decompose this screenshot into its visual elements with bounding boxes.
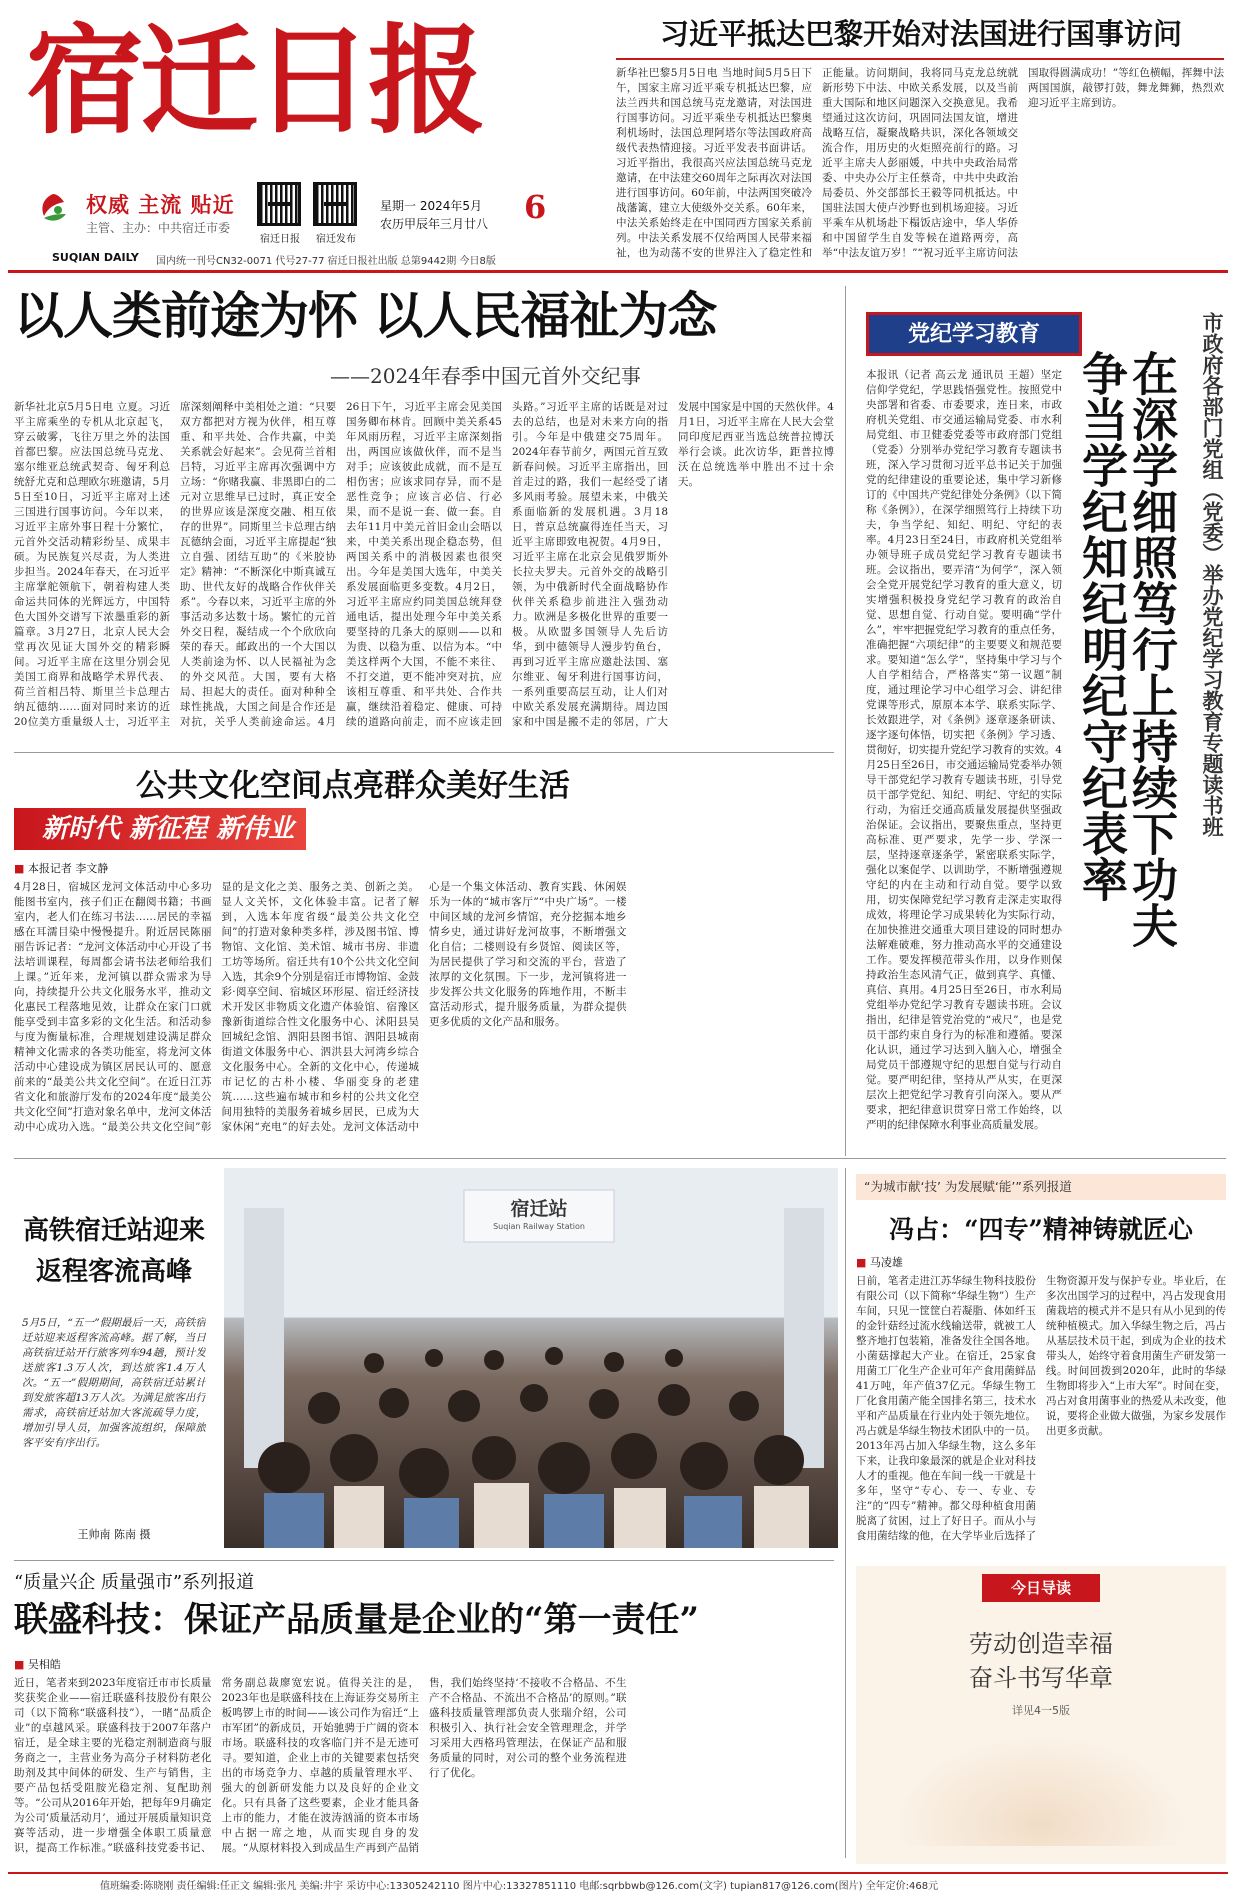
qr-code-2 <box>313 182 357 226</box>
byline-marker-icon: ■ <box>14 1658 25 1671</box>
craftsman-headline: 冯占：“四专”精神铸就匠心 <box>889 1215 1193 1244</box>
craftsman-series <box>856 1174 1226 1200</box>
culture-byline-text: 本报记者 李文静 <box>27 862 109 875</box>
station-crowd-photo <box>224 1168 838 1548</box>
top-story-rule <box>616 58 1224 60</box>
sponsor: 主管、主办：中共宿迁市委 <box>86 221 231 235</box>
today-tag-label: 今日导读 <box>1010 1579 1071 1597</box>
lead-body: 新华社北京5月5日电 立夏。习近平主席乘坐的专机从北京起飞，穿云破雾，飞往万里之外的法国首都巴黎。应法国总统马克龙、塞尔维亚总统武契奇、匈牙利总统舒尤克和总理欧尔班邀请，5月5日至10日，习近平主席对上述三国进行国事访问。今年以来，习近平主席外事日程十分繁忙，元首外交活动精彩纷呈、成果丰硕。为民族复兴尽责，为人类进步担当。2024年春天，在习近平主席掌舵领航下，朝着构建人类命运共同体的光辉远方，中国特色大国外交谱写下浓墨重彩的新篇章。3月27日，北京人民大会堂再次见证大国外交的精彩瞬间。习近平主席在这里分别会见美国工商界和战略学术界代表、荷兰首相吕特、斯里兰卡总理古纳瓦德纳……面对同时来访的近20位美方重量级人士，习近平主席深刻阐释中美相处之道：“只要双方都把对方视为伙伴，相互尊重、和平共处、合作共赢，中美关系就会好起来”。会见荷兰首相吕特，习近平主席再次强调中方立场：“你赌我赢、非黑即白的二元对立思维早已过时，真正安全的世界应该是深度交融、相互依存的世界”。同斯里兰卡总理古纳瓦德纳会面，习近平主席提起“独立自强、团结互助”的《米胶协定》精神：“不断深化中斯真诚互助、世代友好的战略合作伙伴关系”。今春以来，习近平主席的外事活动多达数十场。繁忙的元首外交日程，凝结成一个个欣欣向荣的春天。邮政出的一个大国以人类前途为怀、以人民福祉为念的外交风范。大国，要有大格局、担起大的责任。面对种种全球性挑战，大国之间是合作还是对抗，关乎人类前途命运。4月26日下午，习近平主席会见美国国务卿布林肯。回顾中美关系45年风雨历程，习近平主席深刻指出，两国应该做伙伴，而不是当对手；应该彼此成就，而不是互相伤害；应该求同存异，而不是恶性竞争；应该言必信、行必果，而不是说一套、做一套。自去年11月中美元首旧金山会晤以来，中美关系出现企稳态势，但两国关系中的消极因素也很突出。今年是美国大选年，中美关系发展面临更多变数。4月2日，习近平主席应约同美国总统拜登通电话，提出处理今年中美关系要坚持的几条大的原则——以和为贵、以稳为重、以信为本。“中美这样两个大国，不能不来往、不打交道，更不能冲突对抗，应该相互尊重、和平共处、合作共赢，继续沿着稳定、健康、可持续的道路向前走，而不应该走回头路。”习近平主席的话既是对过去的总结，也是对未来方向的指引。今年是中俄建交75周年。2024年春节前夕，两国元首互致新春问候。习近平主席指出，回首走过的路，我们一起经受了诸多风雨考验。展望未来，中俄关系面临新的发展机遇。3月18日，普京总统赢得连任当天，习近平主席即致电祝贺。4月9日，习近平主席在北京会见俄罗斯外长拉夫罗夫。元首外交的战略引领，为中俄新时代全面战略协作伙伴关系稳步前进注入强劲动力。欧洲是多极化世界的重要一极。从欧盟多国领导人先后访华，到中德领导人漫步钓鱼台，再到习近平主席应邀赴法国、塞尔维亚、匈牙利进行国事访问，一系列重要高层互动，让人们对中欧关系发展充满期待。周边国家和中国是搬不走的邻居，广大发展中国家是中国的天然伙伴。4月1日，习近平主席在人民大会堂同印度尼西亚当选总统普拉博沃举行会谈。此次访华，距普拉博沃在总统选举中胜出不过十余天。 <box>14 401 834 728</box>
footer-rule <box>8 1872 1228 1874</box>
photo-caption: 5月5日，“五一”假期最后一天，高铁宿迁站迎来返程客流高峰。据了解，当日高铁宿迁站开行旅客列车94趟，预计发送旅客1.3万人次，到达旅客1.4万人次。“五一”假期期间，高铁宿迁站累计到发旅客超13万人次。为满足旅客出行需求，高铁宿迁站加大客流疏导力度，增加引导人员，加强客流组织，保障旅客平安有序出行。 <box>22 1317 206 1449</box>
photo-story-text-panel <box>14 1168 214 1548</box>
byline-marker-icon: ■ <box>14 862 25 875</box>
day-number: 6 <box>524 188 547 226</box>
today-line-1: 劳动创造幸福 <box>969 1630 1113 1658</box>
masthead-title: 宿迁日报 <box>26 11 483 150</box>
lead-headline: 以人类前途为怀 以人民福祉为念 <box>14 286 717 345</box>
publication-info: 国内统一刊号CN32-0071 代号27-77 宿迁日报社出版 总第9442期 今日8版 <box>156 256 496 267</box>
culture-headline: 公共文化空间点亮群众美好生活 <box>136 768 570 804</box>
qr-label-2: 宿迁发布 <box>316 234 356 245</box>
party-subtitle: 市政府各部门党组（党委）举办党纪学习教育专题读书班 <box>1200 312 1225 837</box>
qr-label-1: 宿迁日报 <box>260 234 300 245</box>
party-title-col1: 在深学细照笃行上持续下功夫 <box>1125 350 1179 948</box>
section-rule-2 <box>14 1158 1226 1159</box>
today-tag <box>982 1574 1100 1602</box>
today-see: 详见4一5版 <box>1012 1704 1070 1717</box>
craftsman-byline <box>856 1254 903 1270</box>
station-sign: 宿迁站 <box>510 1198 568 1220</box>
logo-icon <box>36 192 70 226</box>
party-title-col2: 争当学纪知纪明纪守纪表率 <box>1075 350 1129 902</box>
section-rule-3 <box>14 1560 834 1561</box>
culture-byline <box>14 860 108 876</box>
footer-info: 值班编委:陈晓刚 责任编辑:任正文 编辑:张凡 美编:井宇 采访中心:13305242110 图片中心:13327851110 电邮:sqrbbwb@126.com(文字) tupian817@126.com(图片) 全年定价:468元 <box>100 1881 939 1892</box>
culture-banner-label: 新时代 新征程 新伟业 <box>42 814 295 844</box>
lead-subhead: ——2024年春季中国元首外交纪事 <box>330 364 641 388</box>
date-line-2: 农历甲辰年三月廿八 <box>380 217 489 231</box>
quality-headline: 联盛科技：保证产品质量是企业的“第一责任” <box>14 1600 700 1640</box>
station-sign-english: Suqian Railway Station <box>493 1222 585 1231</box>
culture-banner <box>14 808 306 850</box>
photo-credit: 王帅南 陈南 摄 <box>77 1528 151 1541</box>
party-body: 本报讯（记者 高云龙 通讯员 王超）坚定信仰学党纪，学思践悟强党性。按照党中央部署和省委、市委要求，连日来，市政府机关党组、市交通运输局党委、市水利局党组、市卫健委党委等市政府部门党组（党委）分别举办党纪学习教育专题读书班，深入学习贯彻习近平总书记关于加强党的纪律建设的重要论述，集中学习新修订的《中国共产党纪律处分条例》（以下简称《条例》），在深学细照笃行上持续下功夫，争当学纪、知纪、明纪、守纪的表率。4月23日至24日，市政府机关党组举办领导班子成员党纪学习教育专题读书班。会议指出，要弄清“为何学”，深入领会全党开展党纪学习教育的重大意义，切实增强积极投身党纪学习教育的政治自觉、思想自觉、行动自觉。要明确“学什么”，牢牢把握党纪学习教育的重点任务，准确把握“六项纪律”的主要要义和规范要求。要知道“怎么学”，坚持集中学习与个人自学相结合，严格落实“第一议题”制度，通过理论学习中心组学习会、讲纪律党课等形式，原原本本学、联系实际学、长效跟进学，对《条例》逐章逐条研读、逐字逐句体悟，切实把《条例》学习透、贯彻好，切实提升党纪学习教育的实效。4月25日至26日，市交通运输局党委举办领导干部党纪学习教育专题读书班，引导党员干部学党纪、知纪、明纪、守纪的实际行动，为宿迁交通高质量发展提供坚强政治保证。会议指出，要聚焦重点，坚持更高标准、更严要求，先学一步、学深一层，坚持逐章逐条学，紧密联系实际学，强化以案促学、以训助学，不断增强遵规守纪的内在主动和行动自觉。要学以致用，切实保障党纪学习教育走深走实取得成效，将理论学习成果转化为实际行动，在加快推进交通重大项目建设的同时想办法解难破难，努力推动高水平的交通建设工作。要发挥模范带头作用，以身作则保持政治生态风清气正，做到真学、真懂、真信、真用。4月25日至26日，市水利局党组举办党纪学习教育专题读书班。会议指出，纪律是管党治党的“戒尺”，也是党员干部约束自身行为的标准和遵循。要深化认识，通过学习达到入脑入心，增强全局党员干部遵规守纪的思想自觉与行动自觉。要严明纪律，坚持从严从实，在更深层次上把党纪学习教育引向深入。要从严要求，把纪律意识贯穿日常工作始终，以严明的纪律保障水利事业高质量发展。 <box>866 369 1062 1131</box>
today-ornament <box>896 1736 1186 1846</box>
quality-body: 近日，笔者来到2023年度宿迁市市长质量奖获奖企业——宿迁联盛科技股份有限公司（以下简称“联盛科技”），一睹“品质企业”的卓越风采。联盛科技于2007年落户宿迁，是全球主要的光稳定剂制造商与服务商之一，主营业务为高分子材料防老化助剂及其中间体的研发、生产与销售，主要产品包括受阻胺光稳定剂、复配助剂等。“公司从2016年开始，把每年9月确定为公司‘质量活动月’，通过开展质量知识竞赛等活动，进一步增强全体职工质量意识，提高工作标准。”联盛科技党委书记、常务副总裁廖宽宏说。值得关注的是，2023年也是联盛科技在上海证券交易所主板鸣锣上市的时间——该公司作为宿迁“上市军团”的新成员，开始驰骋于广阔的资本市场。联盛科技的攻客临门并不是无迹可寻。要知道，企业上市的关键要素包括突出的市场竞争力、卓越的质量管理水平、强大的创新研发能力以及良好的企业文化。只有具备了这些要素，企业才能具备上市的能力，才能在波涛汹涌的资本市场中占据一席之地，从而实现自身的发展。“从原材料投入到成品生产再到产品销售，我们始终坚持‘不接收不合格品、不生产不合格品、不流出不合格品’的原则。”联盛科技质量管理部负责人张瑞介绍，公司积极引入、执行社会安全管理理念，并学习采用大西格玛管理法，在保证产品和服务质量的同时，对公司的整个业务流程进行了优化。 <box>14 1677 627 1854</box>
today-guide <box>856 1566 1226 1864</box>
lead-right-divider <box>845 286 846 1156</box>
photo-headline-line1: 高铁宿迁站迎来 <box>22 1216 205 1246</box>
lower-right-divider <box>845 1168 846 1858</box>
craftsman-body: 日前，笔者走进江苏华绿生物科技股份有限公司（以下简称“华绿生物”）生产车间，只见一筐筐白若凝脂、体如纤玉的金针菇经过流水线输送带，就被工人整齐地打包装箱，准备发往全国各地。小菌菇撑起大产业。在宿迁，25家食用菌工厂化生产企业可年产食用菌鲜品41万吨，年产值37亿元。华绿生物工厂化食用菌产能全国排名第三，技术水平和产品质量在行业内处于领先地位。冯占就是华绿生物技术团队中的一员。2013年冯占加入华绿生物，这么多年下来，让我印象最深的就是企业对科技人才的重视。他在车间一线一干就是十多年，坚守“专心、专一、专业、专注”的“四专”精神。都父母种植食用菌脱离了贫困，过上了好日子。而从小与食用菌结缘的他，在大学毕业后选择了生物资源开发与保护专业。毕业后，在多次出国学习的过程中，冯占发现食用菌栽培的模式并不是只有从小见到的传统种植模式。加入华绿生物之后，冯占从基层技术员干起，到成为企业的技术带头人，始终守着食用菌生产研发第一线。时间回拨到2020年，此时的华绿生物即将步入“上市大军”。时间在变，冯占对食用菌事业的热爱从未改变，他说，要将企业做大做强，为家乡发展作出更多贡献。 <box>856 1275 1226 1542</box>
quality-series: “质量兴企 质量强市”系列报道 <box>14 1572 255 1593</box>
quality-byline <box>14 1656 61 1672</box>
byline-marker-icon: ■ <box>856 1256 867 1269</box>
date-line-1: 星期一 2024年5月 <box>380 199 482 213</box>
quality-byline-text: 吴相皓 <box>27 1658 61 1671</box>
photo-headline-line2: 返程客流高峰 <box>35 1257 192 1287</box>
top-story-body: 新华社巴黎5月5日电 当地时间5月5日下午，国家主席习近平乘专机抵达巴黎，应法兰西共和国总统马克龙邀请，对法国进行国事访问。习近平乘坐专机抵达巴黎奥利机场时，法国总理阿塔尔等法国政府高级代表热情迎接。习近平发表书面讲话。习近平指出，我很高兴应法国总统马克龙邀请，在中法建交60周年之际再次对法国进行国事访问。60年前，中法两国突破冷战藩篱，建立大使级外交关系。60年来，中法关系始终走在中国同西方国家关系前列。中法关系发展不仅给两国人民带来福祉，也为动荡不安的世界注入了稳定性和正能量。访问期间，我将同马克龙总统就新形势下中法、中欧关系发展，以及当前重大国际和地区问题深入交换意见。我希望通过这次访问，巩固同法国友谊，增进战略互信，凝聚战略共识，深化各领域交流合作，用历史的火炬照亮前行的路。习近平主席夫人彭丽媛，中共中央政治局常委、中央办公厅主任蔡奇，中共中央政治局委员、外交部部长王毅等同机抵达。中国驻法国大使卢沙野也到机场迎接。习近平乘车从机场赴下榻饭店途中，华人华侨和中国留学生自发等候在道路两旁，高举“中法友谊万岁！”“祝习近平主席访问法国取得圆满成功！”等红色横幅，挥舞中法两国国旗，敲锣打鼓，舞龙舞狮，热烈欢迎习近平主席到访。 <box>616 67 1224 259</box>
party-tag-label: 党纪学习教育 <box>907 321 1040 347</box>
craftsman-byline-text: 马凌雄 <box>869 1256 903 1269</box>
section-rule-1 <box>14 752 834 753</box>
today-line-2: 奋斗书写华章 <box>969 1664 1113 1692</box>
party-tag <box>866 312 1082 356</box>
masthead-divider <box>8 270 1228 273</box>
top-story-headline: 习近平抵达巴黎开始对法国进行国事访问 <box>659 17 1182 51</box>
slogan: 权威 主流 贴近 <box>86 192 235 217</box>
english-name: SUQIAN DAILY <box>52 251 139 264</box>
culture-body: 4月28日，宿城区龙河文体活动中心多功能图书室内，孩子们正在翻阅书籍；书画室内，老人们在练习书法……居民的幸福感在耳濡目染中慢慢提升。附近居民陈丽丽告诉记者：“龙河文体活动中心开设了书法培训课程，每周都会请书法老师给我们上课。”近年来，龙河镇以群众需求为导向，持续提升公共文化服务水平，推动文化惠民工程落地见效，让群众在家门口就能享受到丰富多彩的文化生活。和活动参与度为衡量标准，合理规划建设满足群众精神文化需求的各类功能室，将龙河文体活动中心建设成为镇区居民认可的、愿意前来的“最美公共文化空间”。在近日江苏省文化和旅游厅发布的2024年度“最美公共文化空间”打造对象名单中，龙河文体活动中心成功入选。“最美公共文化空间”彰显的是文化之美、服务之美、创新之美。显人文关怀，文化体验丰富。记者了解到，入选本年度省级“最美公共文化空间”的打造对象种类多样，涉及图书馆、博物馆、文化馆、美术馆、城市书房、非遗工坊等场所。宿迁共有10个公共文化空间入选，其余9个分别是宿迁市博物馆、金鼓彩·阅享空间、宿城区环形屋、宿迁经济技术开发区非物质文化遗产体验馆、宿豫区豫新街道综合性文化服务中心、沭阳县吴回城纪念馆、泗阳县图书馆、泗阳县城南街道文体服务中心、泗洪县大河湾乡综合文化服务中心。全新的文化中心，传递城市记忆的古朴小楼、华丽变身的老建筑……这些遍布城市和乡村的公共文化空间用独特的美服务着城乡居民，已成为大家休闲“充电”的好去处。龙河文体活动中心是一个集文体活动、教育实践、休闲娱乐为一体的“城市客厅”“中央广场”。一楼中间区域的龙河乡情馆，充分挖掘本地乡情乡史，通过讲好龙河故事，不断增强文化自信；二楼则设有乡贤馆、阅读区等，为居民提供了学习和交流的平台，营造了浓厚的文化氛围。下一步，龙河镇将进一步发挥公共文化服务的阵地作用，不断丰富活动形式，提升服务质量，为群众提供更多优质的文化产品和服务。 <box>14 881 627 1133</box>
qr-code-1 <box>257 182 301 226</box>
craftsman-series-label: “为城市献‘技’ 为发展赋‘能’”系列报道 <box>864 1179 1072 1194</box>
